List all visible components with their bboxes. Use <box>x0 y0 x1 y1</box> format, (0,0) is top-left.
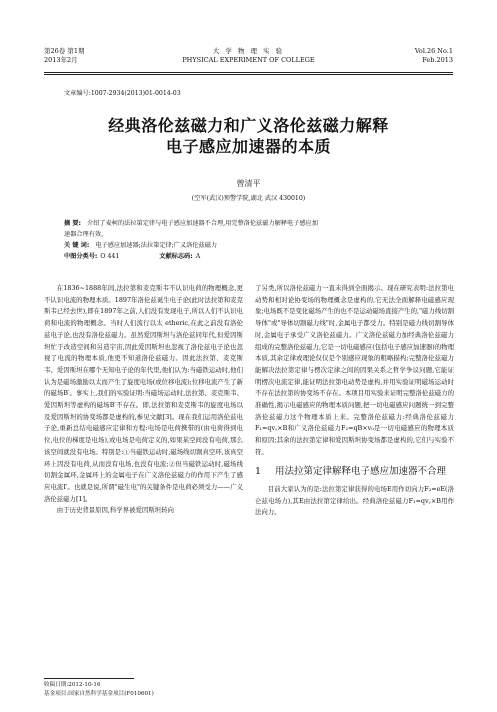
left-column <box>44 283 243 517</box>
header-date: 2013年2月 <box>44 56 78 64</box>
footnote-rule <box>44 678 134 679</box>
clc-label: 中图分类号: <box>64 253 98 260</box>
abstract-line-2: 速器合理有效。 <box>64 231 108 238</box>
title-line-1: 经典洛伦兹磁力和广义洛伦兹磁力解释 <box>108 116 389 135</box>
title-line-2: 电子感应加速器的本质 <box>165 137 331 156</box>
author-name: 曾清平 <box>236 179 261 188</box>
received-date: 收稿日期:2012-10-16 <box>44 682 101 688</box>
keywords-text: 电子感应加速器;法拉第定律;广义洛伦兹磁力 <box>95 242 218 249</box>
left-paragraph-1: 在1836~1888年间,法拉第和麦克斯韦不认识电荷的物理概念,更不认识电流的物理本质。1897年洛伦兹诞生电子论(此时法拉第和麦克斯韦已经去世),即在1897年之前,人们没有发现电子,所以人们不认识电荷和电流的物理概念。当时人们流行以太 etheric,在此之前没有洛伦兹电子论,也没有洛伦兹磁力。虽然爱因斯坦与洛伦兹同年代,但爱因斯坦忙于改造空间和另造宇宙,因此爱因斯坦也忽视了洛伦兹电子论也忽视了电流的物理本质,他更不知道洛伦兹磁力。因此法拉第、麦克斯韦、爱因斯坦在哪个无知电子论的年代里,他们认为:当磁铁运动时,他们认为是磁场激励以太而产生了旋度电场(或位移电流);位移电流产生了新的磁场B′。事实上,我们的实验证明:当磁场运动时,法拉第、麦克斯韦、爱因斯坦等虚构的磁场B′不存在。即,法拉第和麦克斯韦的旋度电场以及爱因斯坦的协变场都是虚构的,参见文献[3]。现在我们运用洛伦兹电子论,重新总结电磁感应定律和方程:电场是电荷携带的(由电荷得到电位,电位的梯度是电场),或电场是电荷定义的,如果某空间没有电荷,那么该空间就没有电场。特别是:①当磁铁运动时,磁场线切割真空环,该真空环上因没有电荷,从而没有电场,也没有电流;②但当磁铁运动时,磁场线切割金属环,金属环上的金属电子在广义洛伦兹磁力的作用下产生了感应电流I′。也就是说,所谓"磁生电"的关键条件是电荷必须受力——广义洛伦兹磁力[1]。 <box>44 284 243 503</box>
keywords-line <box>64 240 431 251</box>
classification-line <box>64 251 431 262</box>
header-date-en: Feb.2013 <box>422 56 453 64</box>
abstract-label: 摘 要: <box>64 220 82 227</box>
keywords-label: 关 键 词: <box>64 242 90 249</box>
running-header <box>44 47 453 73</box>
doc-code-value: A <box>195 253 201 260</box>
header-center <box>44 47 453 65</box>
left-paragraph-2: 由于历史背景原因,科学界被爱因斯坦转向 <box>56 506 174 515</box>
article-title <box>0 115 497 157</box>
abstract-block <box>64 218 431 262</box>
fund-project: 基金项目:国家自然科学基金项目(F010601) <box>44 691 154 697</box>
section-number: 1 <box>255 465 262 477</box>
header-volume-en: Vol.26 No.1 <box>414 47 453 55</box>
abstract-text-1: 介绍了麦柯的法拉第定律与电子感应加速器不合理,用完整洛伦兹磁力解释电子感应加 <box>87 220 318 227</box>
right-column <box>255 283 454 519</box>
header-rule <box>44 72 453 73</box>
author-affiliation: (空军(武汉)预警学院,湖北 武汉 430010) <box>191 195 306 202</box>
right-paragraph-2: 目前大家认为的是:法拉第定律获得的电场E用作切向力F₂=eE(洛仑兹电场力),其E由法拉第定律给出。经典洛伦兹磁力F₁=qv꜀×B用作法向力。 <box>255 485 454 517</box>
header-volume: 第26卷 第1期 <box>44 47 85 55</box>
journal-name-en: PHYSICAL EXPERIMENT OF COLLEGE <box>182 56 315 64</box>
clc-value: O 441 <box>100 253 120 260</box>
header-rule-thin <box>44 74 453 75</box>
footnote <box>44 681 154 699</box>
section-heading <box>255 465 454 479</box>
abstract-line-1 <box>64 218 431 229</box>
article-number: 文章编号:1007-2934(2013)01-0014-03 <box>64 90 181 97</box>
doc-code-label: 文献标志码: <box>159 253 193 260</box>
header-right <box>415 47 453 65</box>
journal-name-cn: 大 学 物 理 实 验 <box>212 47 285 55</box>
section-title: 用法拉第定律解释电子感应加速器不合理 <box>275 465 447 477</box>
right-paragraph-1: 了另类,所以洛伦兹磁力一直未得到全面揭示。现在研究表明:法拉第电动势和相对论协变场的物理概念是虚构的,它无法全面解释电磁感应现象;电场既不是变化磁场产生的也不是运动磁场直接产生的,"磁力线切割导体"或"导体切割磁力线"时,金属电子都受力。特别是磁力线切割导体时,金属电子承受广义洛伦兹磁力。广义洛伦兹磁力加经典洛伦兹磁力组成的完整洛伦兹磁力,它是一切电磁感应(包括电子感应加速器)的物理本质,其余定律或理论仅仅是个别感应现象的粗略描构;完整洛伦兹磁力能解决法拉第定律与楞次定律之间的因果关系之哲学争议问题,它能证明楞次电流定律,能证明法拉第电动势是虚构,并用实验证明磁场运动时不存在法拉第的协变场不存在。本项目用实验来证明完整洛伦兹磁力的准确性,揭示电磁感应的物理本质问题,把一切电磁感应问题统一到完整洛伦兹磁力这个物理本质上来。完整洛伦兹磁力:经典洛伦兹磁力F₁=qv꜀×B和广义洛伦兹磁力F₂=qB×v₀是一切电磁感应的物理本质和原因;其余的法拉第定律和爱因斯坦协变场都是虚构的,它们与实验不符。 <box>255 284 454 456</box>
